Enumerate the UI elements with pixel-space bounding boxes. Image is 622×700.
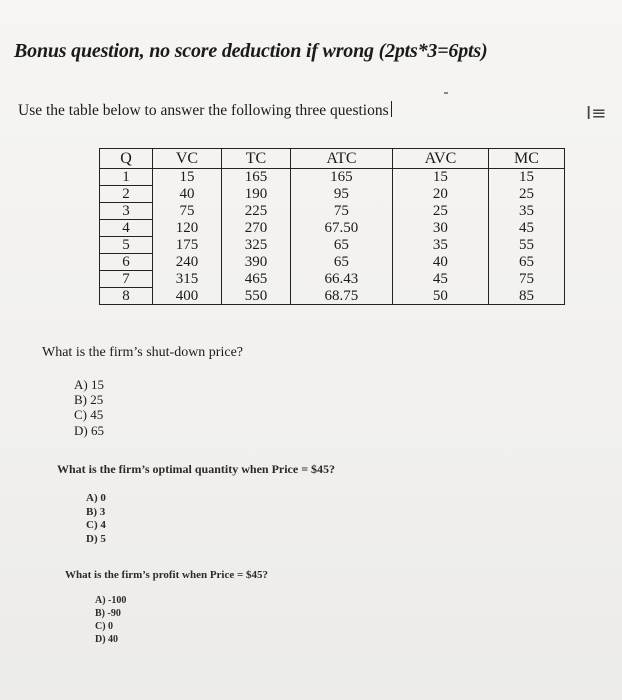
option-c: C) 4 <box>86 519 106 531</box>
cell-mc: 15 <box>488 169 564 186</box>
cell-mc: 35 <box>488 203 564 220</box>
cell-atc: 75 <box>290 203 392 220</box>
cell-tc: 225 <box>221 203 290 220</box>
cell-atc: 65 <box>290 237 392 254</box>
option-d: D) 40 <box>95 634 119 645</box>
cell-avc: 20 <box>392 186 488 203</box>
question-optimal-quantity: What is the firm’s optimal quantity when Price = $45? <box>57 462 336 476</box>
cell-vc: 400 <box>153 288 222 305</box>
cell-tc: 270 <box>221 220 290 237</box>
cell-vc: 15 <box>153 169 222 186</box>
instruction-text <box>18 101 392 120</box>
text-caret <box>391 101 392 117</box>
header-avc: AVC <box>392 149 488 169</box>
cell-vc: 175 <box>153 237 222 254</box>
instruction-label: Use the table below to answer the following three questions <box>18 102 389 119</box>
option-b: B) 25 <box>74 392 104 408</box>
cell-tc: 325 <box>221 237 290 254</box>
cell-tc: 550 <box>221 288 290 305</box>
cell-q: 5 <box>100 237 153 254</box>
cell-mc: 65 <box>488 254 564 271</box>
cell-atc: 95 <box>290 186 392 203</box>
question-shutdown-price: What is the firm’s shut-down price? <box>42 345 244 360</box>
cell-q: 4 <box>100 220 153 237</box>
table-row <box>100 203 565 220</box>
header-tc: TC <box>221 149 290 169</box>
cell-avc: 50 <box>392 288 488 305</box>
cell-q: 7 <box>100 271 153 288</box>
cell-tc: 390 <box>221 254 290 271</box>
cell-mc: 85 <box>488 288 564 305</box>
option-b: B) 3 <box>86 505 106 518</box>
cell-vc: 240 <box>153 254 222 271</box>
cell-q: 8 <box>100 288 153 305</box>
option-c: C) 0 <box>95 621 114 632</box>
cell-vc: 40 <box>153 186 222 203</box>
text-cursor-icon: I≡ <box>586 103 607 124</box>
cell-atc: 67.50 <box>290 220 392 237</box>
cell-atc: 68.75 <box>290 288 392 305</box>
cell-atc: 65 <box>290 254 392 271</box>
cell-mc: 55 <box>488 237 564 254</box>
table-header-row <box>100 149 565 169</box>
cell-mc: 25 <box>488 186 564 203</box>
header-mc: MC <box>488 149 564 169</box>
options-shutdown-price <box>74 377 104 438</box>
cell-avc: 40 <box>392 254 488 271</box>
cell-tc: 165 <box>221 169 290 186</box>
cell-avc: 30 <box>392 220 488 237</box>
options-profit <box>95 594 126 646</box>
table-row <box>100 271 565 288</box>
table-row <box>100 288 565 305</box>
bonus-title: Bonus question, no score deduction if wrong (2pts*3=6pts) <box>14 40 488 62</box>
option-a: A) 15 <box>74 377 104 392</box>
cell-q: 2 <box>100 186 153 203</box>
table-row <box>100 237 565 254</box>
cell-mc: 45 <box>488 220 564 237</box>
cell-q: 1 <box>100 169 153 186</box>
cell-vc: 315 <box>153 271 222 288</box>
option-a: A) 0 <box>86 492 106 504</box>
table-row <box>100 254 565 271</box>
header-vc: VC <box>153 149 222 169</box>
cell-vc: 75 <box>153 203 222 220</box>
table-row <box>100 169 565 186</box>
cell-avc: 35 <box>392 237 488 254</box>
decorative-speck <box>444 92 448 94</box>
cell-atc: 165 <box>290 169 392 186</box>
option-d: D) 65 <box>74 422 104 438</box>
table-row <box>100 220 565 237</box>
cell-avc: 25 <box>392 203 488 220</box>
option-c: C) 45 <box>74 407 104 423</box>
cell-avc: 15 <box>392 169 488 186</box>
cost-table <box>99 148 565 305</box>
option-b: B) -90 <box>95 608 121 619</box>
cell-q: 6 <box>100 254 153 271</box>
cell-vc: 120 <box>153 220 222 237</box>
option-a: A) -100 <box>95 595 127 606</box>
header-atc: ATC <box>290 149 392 169</box>
cell-tc: 190 <box>221 186 290 203</box>
options-optimal-quantity <box>86 492 106 546</box>
option-d: D) 5 <box>86 532 106 545</box>
question-profit: What is the firm’s profit when Price = $45? <box>65 569 269 581</box>
cell-avc: 45 <box>392 271 488 288</box>
cell-mc: 75 <box>488 271 564 288</box>
cell-atc: 66.43 <box>290 271 392 288</box>
cell-tc: 465 <box>221 271 290 288</box>
table-row <box>100 186 565 203</box>
header-q: Q <box>100 149 153 169</box>
cell-q: 3 <box>100 203 153 220</box>
